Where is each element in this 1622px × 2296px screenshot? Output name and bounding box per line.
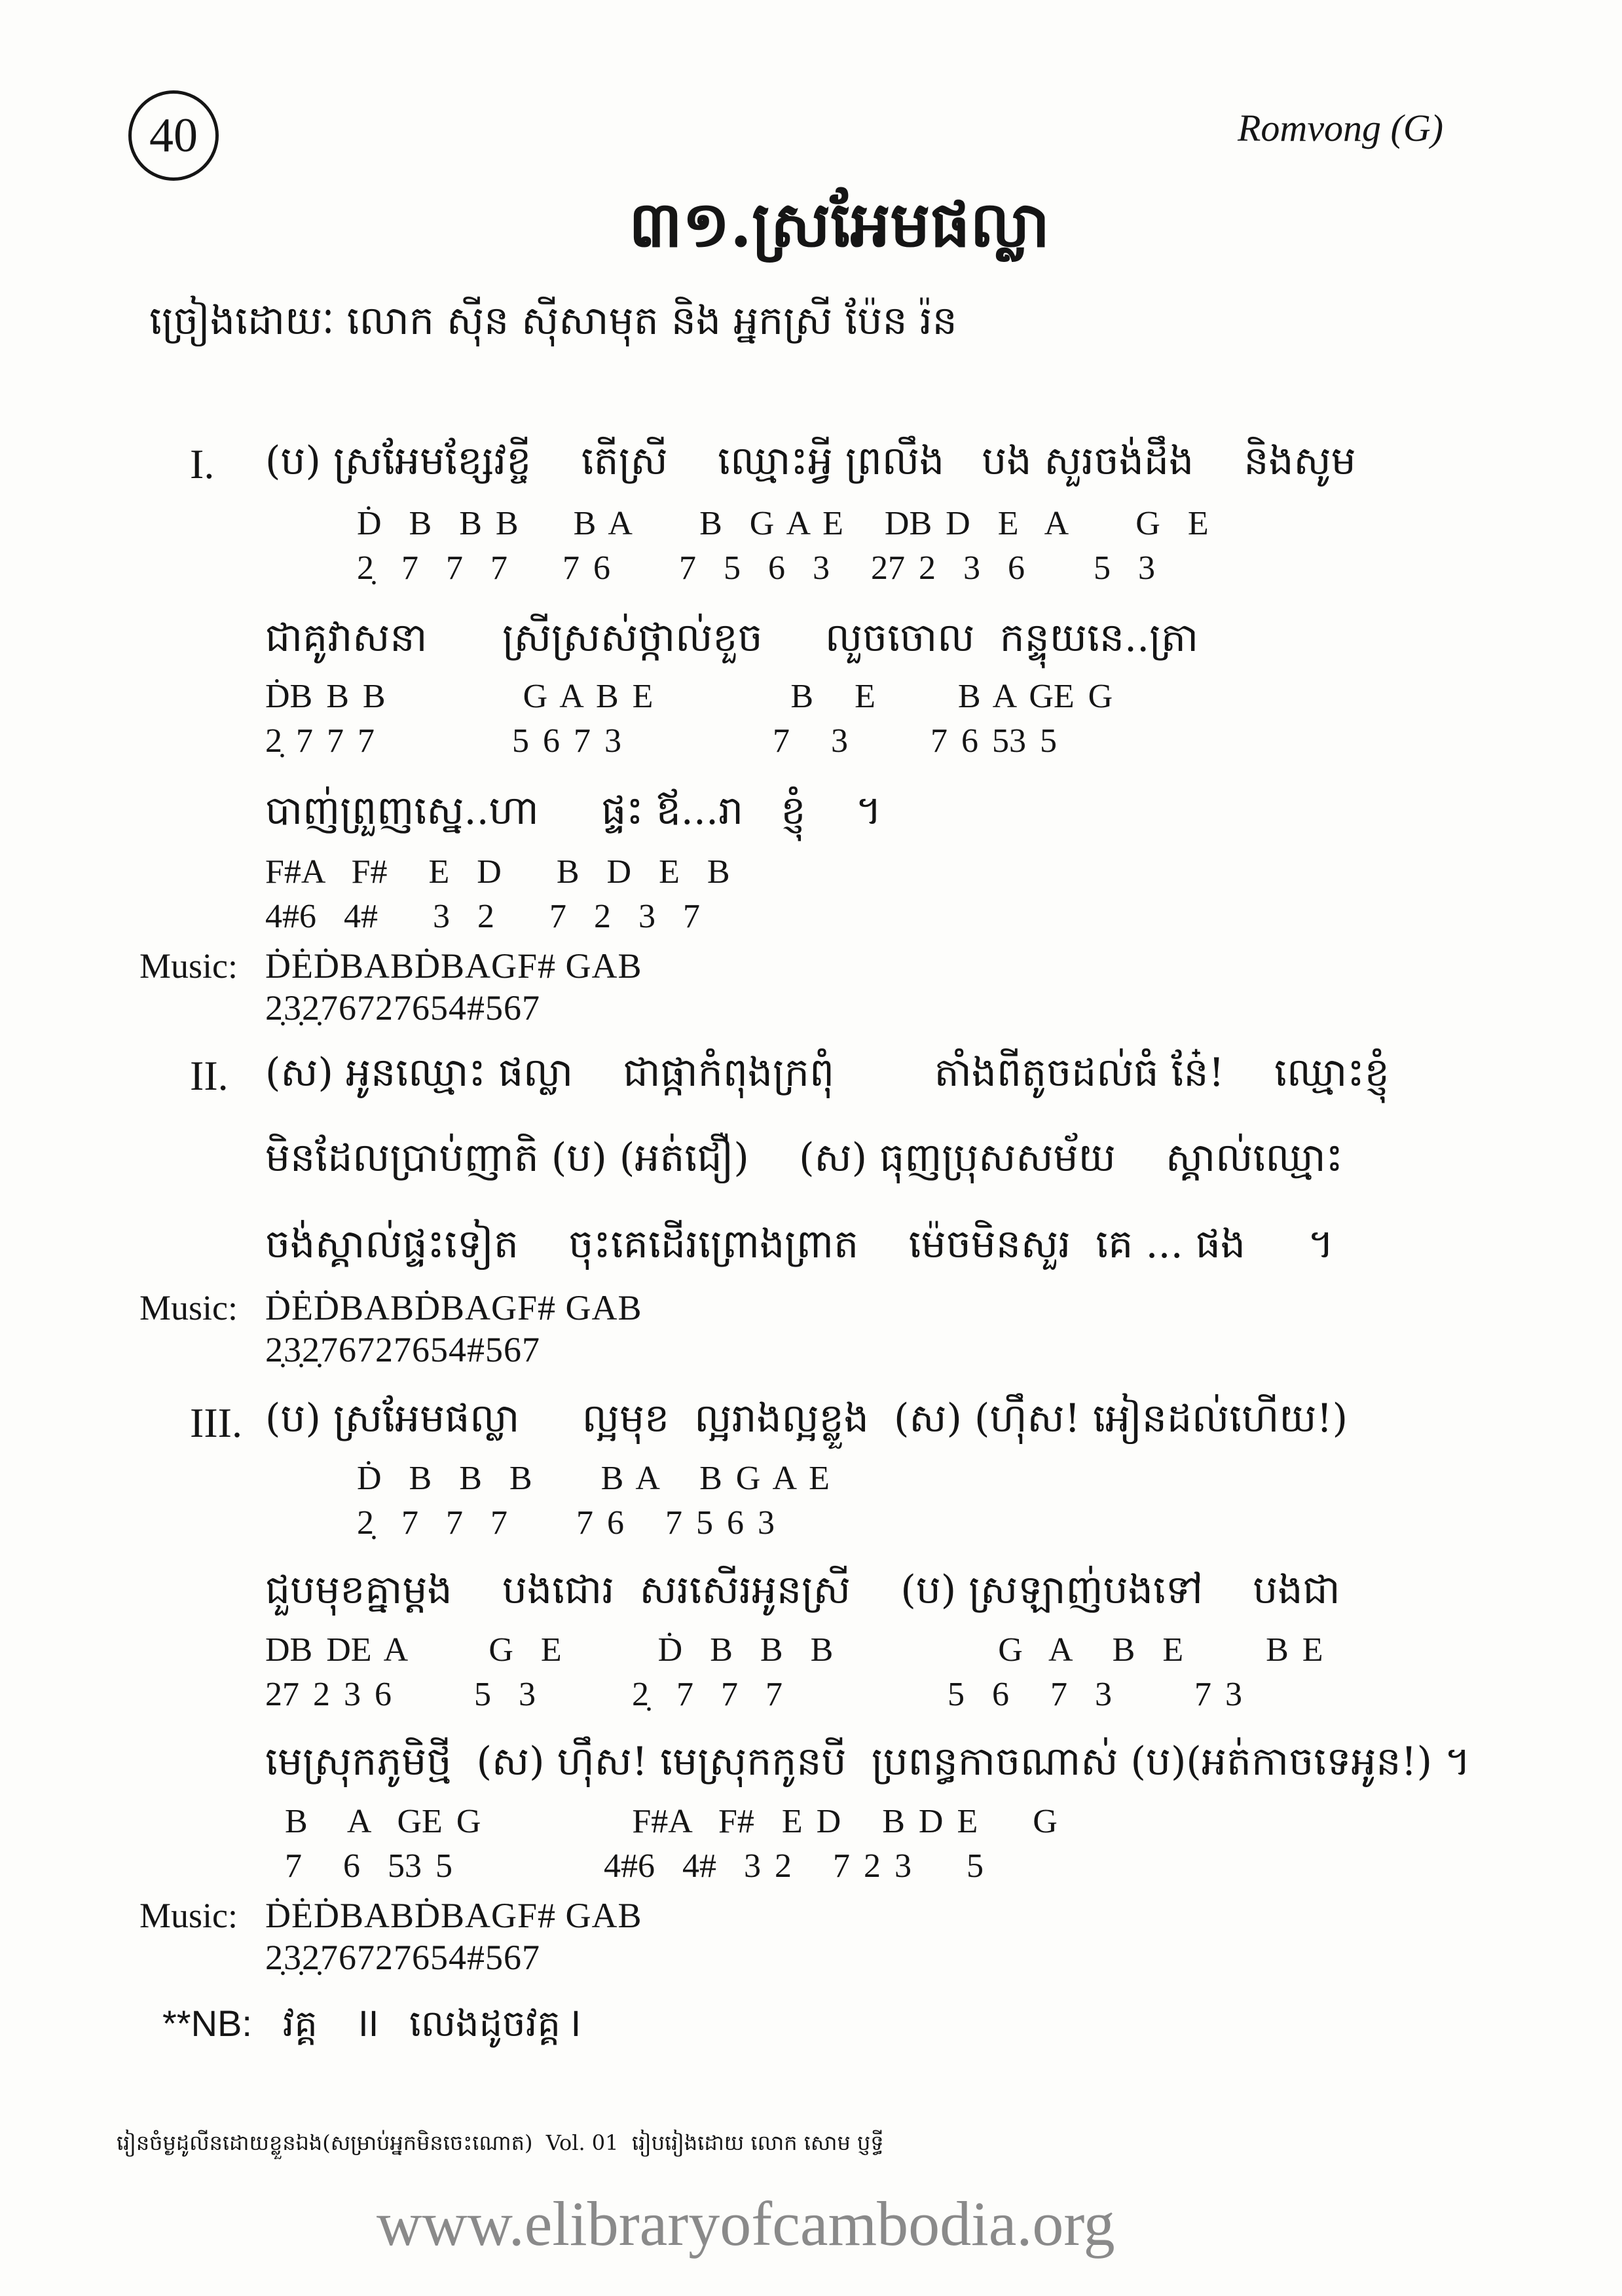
verse-3-line-3-notes: B A GE G F#A F# E D B D E G xyxy=(285,1803,1058,1840)
music-label: Music: xyxy=(139,1288,238,1327)
music-label: Music: xyxy=(139,1896,238,1935)
verse-2-line-1-lyric: (ស) អូនឈ្មោះ ផល្លា ជាផ្កាកំពុងក្រពុំ តាំងពីតូចដល់ធំ នែ៎! ឈ្មោះខ្ញុំ xyxy=(265,1050,1390,1096)
verse-1-line-1-notes: Ḋ B B B B A B G A E DB D E A G E xyxy=(357,505,1209,542)
verse-3-line-2-notes: DB DE A G E Ḋ B B B G A B E B E xyxy=(265,1631,1323,1669)
verse-3-line-1-lyric: (ប) ស្រអែមផល្លា ល្អមុខ ល្អរាងល្អខ្លួង (ស) (ហ៊ឹស! អៀនដល់ហើយ!) xyxy=(265,1396,1348,1441)
verse-2-line-3-lyric: ចង់ស្គាល់ផ្ទះទៀត ចុះគេដើរព្រោងព្រាត ម៉េចមិនសួរ គេ ... ផង ។ xyxy=(265,1221,1334,1267)
music-interlude-numbers: 2̣3̣2̣76727654#567 xyxy=(265,988,540,1028)
verse-3-line-2-numbers: 27 2 3 6 5 3 2̣ 7 7 7 5 6 7 3 7 3 xyxy=(265,1676,1242,1713)
verse-1-line-2-numbers: 2̣ 7 7 7 5 6 7 3 7 3 7 6 53 5 xyxy=(265,722,1057,760)
verse-1-line-1-lyric: (ប) ស្រអែមខ្សែវខ្ចី តើស្រី ឈ្មោះអ្វី ព្រលឹង បង សួរចង់ដឹង និងសូម xyxy=(265,438,1356,484)
book-footer: រៀនចំម្ងដូលីនដោយខ្លួនឯង(សម្រាប់អ្នកមិនចេះណោត) Vol. 01 រៀបរៀងដោយ លោក សោម ប្ញទ្ធី xyxy=(117,2130,884,2155)
music-interlude-notes: ḊĖḊBABḊBAGF# GAB xyxy=(265,1288,642,1327)
music-interlude-notes: ḊĖḊBABḊBAGF# GAB xyxy=(265,1896,642,1935)
verse-3-line-3-numbers: 7 6 53 5 4#6 4# 3 2 7 2 3 5 xyxy=(285,1847,984,1885)
verse-3-line-2-lyric: ជួបមុខគ្នាម្តង បងជោរ សរសើរអូនស្រី (ប) ស្រឡាញ់បងទៅ បងជា xyxy=(265,1567,1340,1613)
verse-2-numeral: II. xyxy=(190,1052,229,1099)
verse-1-line-3-notes: F#A F# E D B D E B xyxy=(265,853,730,891)
verse-3-line-3-lyric: មេស្រុកភូមិថ្មី (ស) ហ៊ឹស! មេស្រុកកូនបី ប្រពន្ធកាចណាស់ (ប)(អត់កាចទេអូន!) ។ xyxy=(265,1739,1471,1785)
nb-note: **NB: វគ្គ II លេងដូចវគ្គ I xyxy=(162,2003,581,2044)
verse-1-line-3-lyric: បាញ់ព្រួញស្នេ..ហា ផ្ទះ ឪ...រា ខ្ញុំ ។ xyxy=(265,788,882,834)
verse-1-line-3-numbers: 4#6 4# 3 2 7 2 3 7 xyxy=(265,898,700,935)
singers-credit: ច្រៀងដោយៈ លោក ស៊ីន ស៊ីសាមុត និង អ្នកស្រី ប៉ែន រ៉ន xyxy=(149,298,957,344)
music-label: Music: xyxy=(139,946,238,986)
verse-1-line-1-numbers: 2̣ 7 7 7 7 6 7 5 6 3 27 2 3 6 5 3 xyxy=(357,549,1155,587)
song-title: ៣១.ស្រអែមផល្លា xyxy=(629,187,1050,261)
verse-1-line-2-lyric: ជាគូវាសនា ស្រីស្រស់ថ្កាល់ខួច លួចចោល កន្ទុយនេ..ត្រា xyxy=(265,615,1199,661)
website-watermark: www.elibraryofcambodia.org xyxy=(377,2189,1115,2259)
verse-1-line-2-notes: ḊB B B G A B E B E B A GE G xyxy=(265,678,1113,715)
music-interlude-numbers: 2̣3̣2̣76727654#567 xyxy=(265,1330,540,1369)
music-interlude-numbers: 2̣3̣2̣76727654#567 xyxy=(265,1938,540,1977)
verse-3-numeral: III. xyxy=(190,1399,242,1446)
verse-1-numeral: I. xyxy=(190,441,215,487)
verse-3-line-1-notes: Ḋ B B B B A B G A E xyxy=(357,1460,830,1497)
page-number: 40 xyxy=(128,90,219,181)
verse-2-line-2-lyric: មិនដែលប្រាប់ញាតិ (ប) (អត់ជឿ) (ស) ធុញប្រុសសម័យ ស្គាល់ឈ្មោះ xyxy=(265,1135,1344,1181)
song-style: Romvong (G) xyxy=(1238,107,1444,149)
music-interlude-notes: ḊĖḊBABḊBAGF# GAB xyxy=(265,946,642,986)
verse-3-line-1-numbers: 2̣ 7 7 7 7 6 7 5 6 3 xyxy=(357,1504,775,1542)
